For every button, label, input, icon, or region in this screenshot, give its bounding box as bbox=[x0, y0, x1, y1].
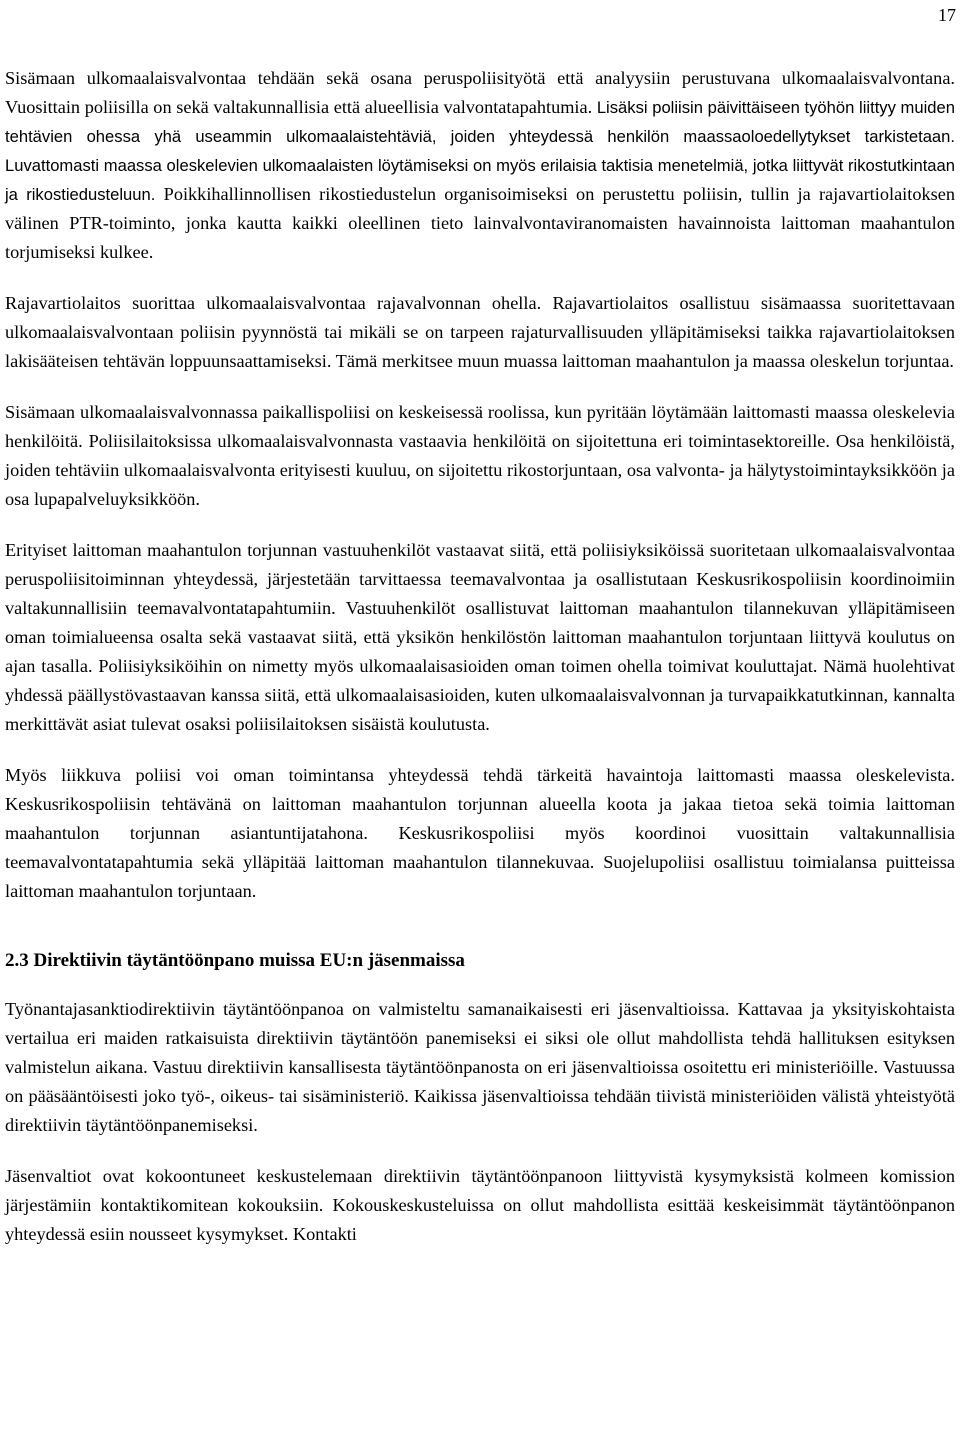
paragraph-3: Sisämaan ulkomaalaisvalvonnassa paikallispoliisi on keskeisessä roolissa, kun pyritään löytämään laittomasti maassa oleskelevia henkilöitä. Poliisilaitoksissa ulkomaalaisvalvonnasta vastaavia henkilöitä on sijoitettuna eri toimintasektoreille. Osa henkilöistä, joiden tehtäviin ulkomaalaisvalvonta erityisesti kuuluu, on sijoitettu rikostorjuntaan, osa valvonta- ja hälytystoimintayksikköön ja osa lupapalveluyksikköön. bbox=[5, 402, 955, 509]
paragraph-7: Jäsenvaltiot ovat kokoontuneet keskustelemaan direktiivin täytäntöönpanoon liittyvistä kysymyksistä kolmeen komission järjestämiin kontaktikomitean kokouksiin. Kokouskeskusteluissa on ollut mahdollista esittää keskeisimmät täytäntöönpanon yhteydessä esiin nousseet kysymykset. Kontakti bbox=[5, 1166, 955, 1244]
paragraph-2: Rajavartiolaitos suorittaa ulkomaalaisvalvontaa rajavalvonnan ohella. Rajavartiolaitos osallistuu sisämaassa suoritettavaan ulkomaalaisvalvontaan poliisin pyynnöstä tai mikäli se on tarpeen rajaturvallisuuden ylläpitämiseksi taikka rajavartiolaitoksen lakisääteisen tehtävän loppuunsaattamiseksi. Tämä merkitsee muun muassa laittoman maahantulon ja maassa oleskelun torjuntaa. bbox=[5, 293, 955, 371]
paragraph-1-segment-1: Sisämaan ulkomaalaisvalvontaa tehdään sekä osana peruspoliisityötä että analyysiin perustuvana ulkomaalaisvalvontana. Vuosittain poliisilla on sekä valtakunnallisia että alueellisia valvontatapahtumia. bbox=[5, 68, 955, 117]
paragraph-4: Erityiset laittoman maahantulon torjunnan vastuuhenkilöt vastaavat siitä, että poliisiyksiköissä suoritetaan ulkomaalaisvalvontaa peruspoliisitoiminnan yhteydessä, järjestetään tarvittaessa teemavalvontaa ja osallistutaan Keskusrikospoliisin koordinoimiin valtakunnallisiin teemavalvontatapahtumiin. Vastuuhenkilöt osallistuvat laittoman maahantulon tilannekuvan ylläpitämiseen oman toimialueensa osalta sekä vastaavat siitä, että yksikön henkilöstön laittoman maahantulon torjuntaan liittyvä koulutus on ajan tasalla. Poliisiyksiköihin on nimetty myös ulkomaalaisasioiden oman toimen ohella toimivat kouluttajat. Nämä huolehtivat yhdessä päällystövastaavan kanssa siitä, että ulkomaalaisasioiden, kuten ulkomaalaisvalvonnan ja turvapaikkatutkinnan, kannalta merkittävät asiat tulevat osaksi poliisilaitoksen sisäistä koulutusta. bbox=[5, 540, 955, 734]
paragraph-1-segment-2: Lisäksi poliisin päivittäiseen työhön liittyy muiden tehtävien ohessa yhä useammin ulkomaalaistehtäviä, joiden yhteydessä henkilön maassaoloedellytykset tarkistetaan. Luvattomasti maassa oleskelevien ulkomaalaisten löytämiseksi on myös erilaisia taktisia menetelmiä, jotka liittyvät rikostutkintaan ja rikostiedusteluun. bbox=[5, 98, 955, 204]
paragraph-5: Myös liikkuva poliisi voi oman toimintansa yhteydessä tehdä tärkeitä havaintoja laittomasti maassa oleskelevista. Keskusrikospoliisin tehtävänä on laittoman maahantulon torjunnan alueella koota ja jakaa tietoa sekä toimia laittoman maahantulon torjunnan asiantuntijatahona. Keskusrikospoliisi myös koordinoi vuosittain valtakunnallisia teemavalvontatapahtumia sekä ylläpitää laittoman maahantulon tilannekuvaa. Suojelupoliisi osallistuu toimialansa puitteissa laittoman maahantulon torjuntaan. bbox=[5, 765, 955, 901]
paragraph-1 bbox=[5, 64, 955, 267]
body-text bbox=[5, 64, 955, 1271]
page-number: 17 bbox=[938, 5, 956, 25]
paragraph-1-segment-3: Poikkihallinnollisen rikostiedustelun organisoimiseksi on perustettu poliisin, tullin ja rajavartiolaitoksen välinen PTR-toiminto, jonka kautta kaikki oleellinen tieto lainvalvontaviranomaisten havainnoista laittoman maahantulon torjumiseksi kulkee. bbox=[5, 184, 955, 262]
paragraph-6: Työnantajasanktiodirektiivin täytäntöönpanoa on valmisteltu samanaikaisesti eri jäsenvaltioissa. Kattavaa ja yksityiskohtaista vertailua eri maiden ratkaisuista direktiivin täytäntöön panemiseksi ei siksi ole ollut mahdollista tehdä hallituksen esityksen valmistelun aikana. Vastuu direktiivin kansallisesta täytäntöönpanosta on eri jäsenvaltioissa osoitettu eri ministeriöille. Vastuussa on pääsääntöisesti joko työ-, oikeus- tai sisäministeriö. Kaikissa jäsenvaltioissa tehdään tiivistä ministeriöiden välistä yhteistyötä direktiivin täytäntöönpanemiseksi. bbox=[5, 999, 955, 1135]
section-heading: 2.3 Direktiivin täytäntöönpano muissa EU:n jäsenmaissa bbox=[5, 950, 465, 971]
